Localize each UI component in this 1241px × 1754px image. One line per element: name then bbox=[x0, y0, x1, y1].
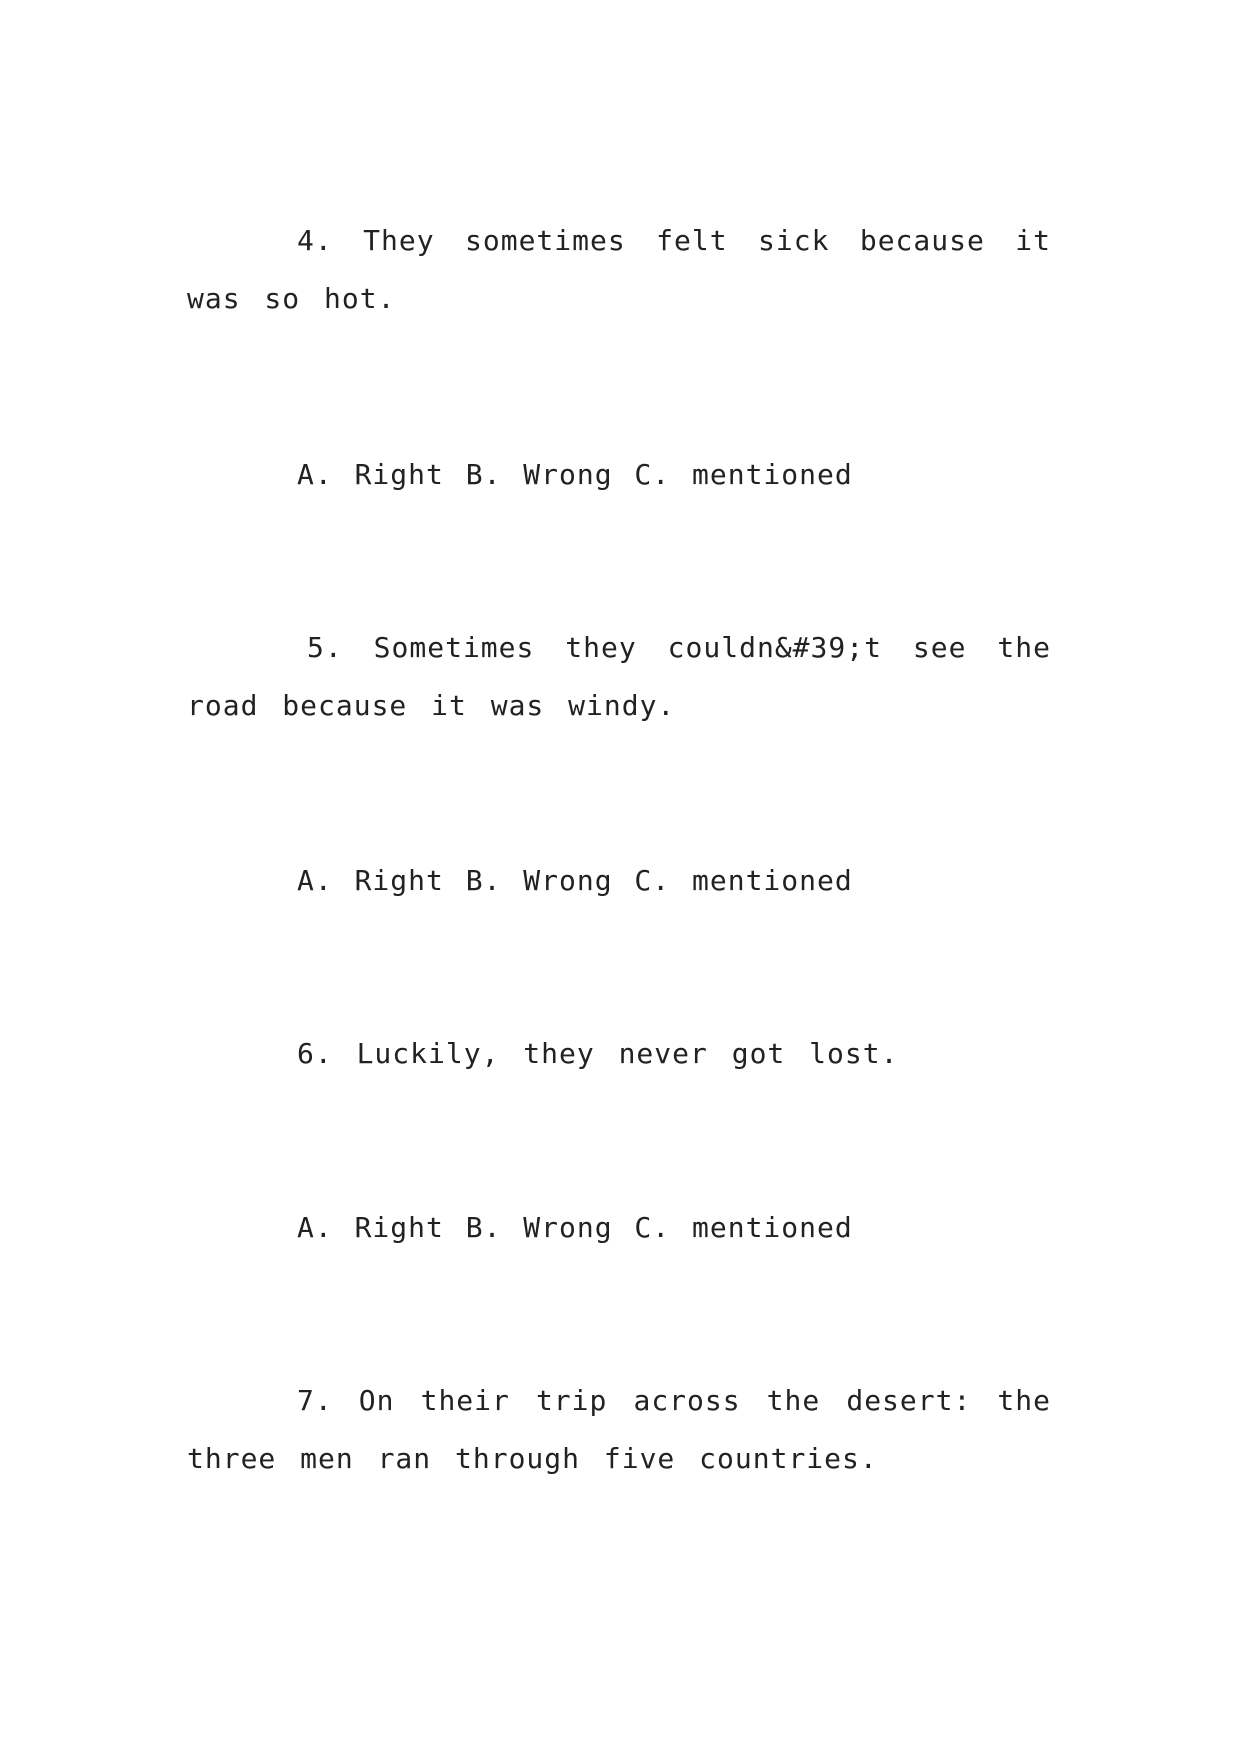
question-5-statement: 5. Sometimes they couldn&#39;t see the road because it was windy. bbox=[187, 631, 1051, 722]
question-5-options: A. Right B. Wrong C. mentioned bbox=[297, 864, 853, 897]
question-4-options: A. Right B. Wrong C. mentioned bbox=[297, 458, 853, 491]
question-6-statement: 6. Luckily, they never got lost. bbox=[297, 1037, 899, 1070]
question-6-options: A. Right B. Wrong C. mentioned bbox=[297, 1211, 853, 1244]
question-4-statement: 4. They sometimes felt sick because it was so hot. bbox=[187, 224, 1051, 315]
question-7-statement: 7. On their trip across the desert: the three men ran through five countries. bbox=[187, 1384, 1051, 1475]
